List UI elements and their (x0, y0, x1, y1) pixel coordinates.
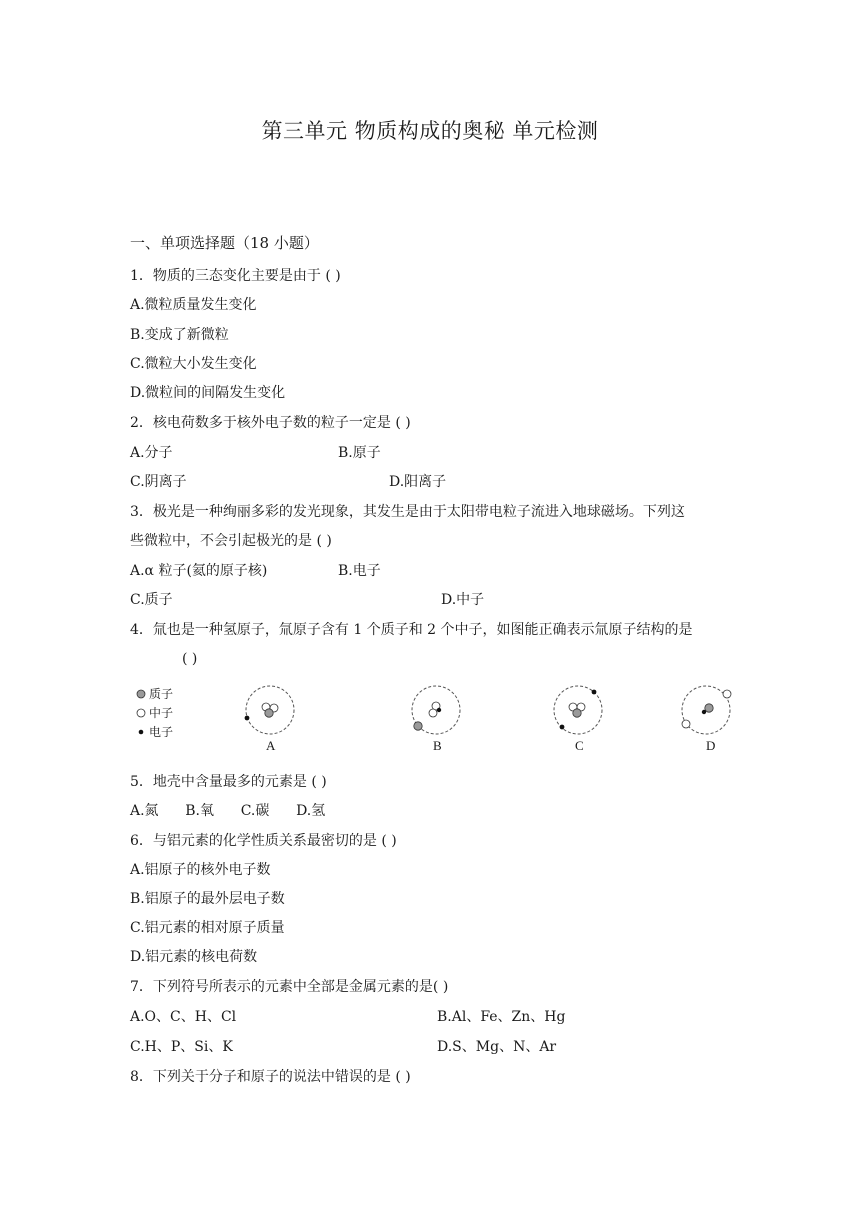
q3-option-b: B.电子 (338, 563, 381, 579)
diagram-label-d: D (706, 738, 716, 753)
q2-option-d: D.阳离子 (389, 474, 447, 490)
q7-option-c: C.H、P、Si、K (130, 1039, 233, 1055)
q5-options: A.氮 B.氧 C.碳 D.氢 (130, 803, 326, 819)
legend-proton: 质子 (136, 684, 173, 703)
question-4-line-2: ( ) (182, 651, 198, 667)
q3-option-c: C.质子 (130, 592, 173, 608)
q6-option-a: A.铝原子的核外电子数 (130, 862, 271, 878)
electron-icon (136, 727, 146, 737)
q2-option-a: A.分子 (130, 445, 173, 461)
question-3-line-1: 3．极光是一种绚丽多彩的发光现象，其发生是由于太阳带电粒子流进入地球磁场。下列这 (130, 504, 685, 520)
question-1: 1．物质的三态变化主要是由于 ( ) (130, 268, 341, 284)
q1-option-d: D.微粒间的间隔发生变化 (130, 385, 286, 401)
question-2: 2．核电荷数多于核外电子数的粒子一定是 ( ) (130, 415, 411, 431)
proton-icon (136, 689, 146, 699)
q6-option-d: D.铝元素的核电荷数 (130, 949, 258, 965)
q6-option-c: C.铝元素的相对原子质量 (130, 920, 285, 936)
q1-option-c: C.微粒大小发生变化 (130, 356, 257, 372)
q7-option-a: A.O、C、H、Cl (130, 1009, 237, 1025)
atom-legend (136, 684, 173, 741)
question-6: 6．与铝元素的化学性质关系最密切的是 ( ) (130, 833, 397, 849)
question-7: 7．下列符号所表示的元素中全部是金属元素的是( ) (130, 979, 449, 995)
diagram-label-c: C (575, 738, 584, 753)
question-5: 5．地壳中含量最多的元素是 ( ) (130, 774, 327, 790)
question-3-line-2: 些微粒中，不会引起极光的是 ( ) (130, 533, 332, 549)
question-4-line-1: 4．氚也是一种氢原子，氚原子含有 1 个质子和 2 个中子，如图能正确表示氚原子结构的是 (130, 622, 693, 638)
question-8: 8．下列关于分子和原子的说法中错误的是 ( ) (130, 1069, 411, 1085)
q2-option-b: B.原子 (338, 445, 381, 461)
legend-electron: 电子 (136, 722, 173, 741)
q1-option-b: B.变成了新微粒 (130, 327, 229, 343)
q3-option-a: A.α 粒子(氦的原子核) (130, 563, 268, 579)
q3-option-d: D.中子 (441, 592, 485, 608)
page-title: 第三单元 物质构成的奥秘 单元检测 (261, 119, 599, 143)
legend-neutron: 中子 (136, 703, 173, 722)
neutron-icon (136, 708, 146, 718)
q6-option-b: B.铝原子的最外层电子数 (130, 891, 285, 907)
diagram-label-b: B (433, 738, 442, 753)
q7-option-b: B.Al、Fe、Zn、Hg (437, 1009, 566, 1025)
q2-option-c: C.阴离子 (130, 474, 187, 490)
q1-option-a: A.微粒质量发生变化 (130, 297, 257, 313)
section-heading: 一、单项选择题（18 小题） (130, 234, 319, 252)
q7-option-d: D.S、Mg、N、Ar (437, 1039, 557, 1055)
diagram-label-a: A (266, 738, 276, 753)
